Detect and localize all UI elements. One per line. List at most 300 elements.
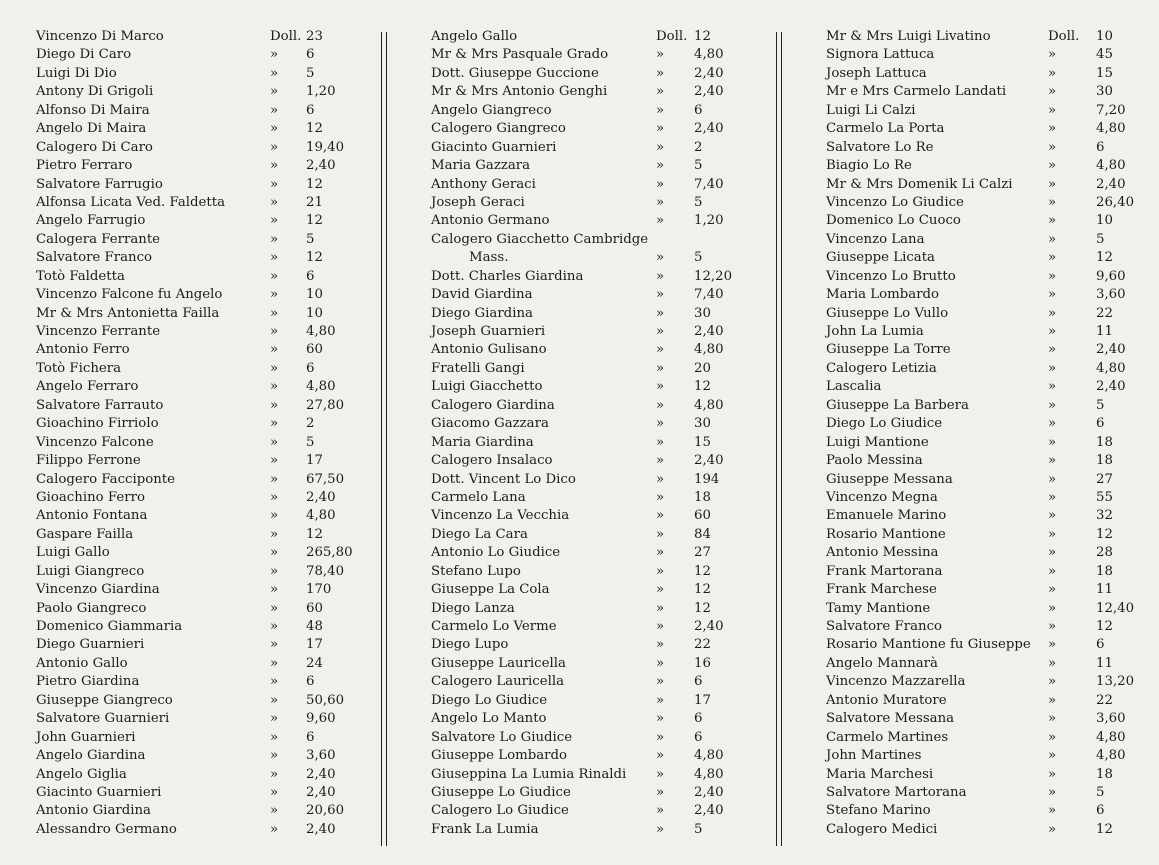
donor-name-continued: Mass.: [469, 250, 509, 266]
donor-row: [36, 784, 356, 802]
donor-name: Antonio Messina: [826, 545, 939, 561]
ditto-mark: »: [1048, 397, 1057, 413]
donation-amount: 4,80: [694, 748, 724, 764]
donor-name: Vincenzo Mazzarella: [826, 674, 966, 690]
donor-row: [826, 323, 1146, 341]
donor-row: [826, 65, 1146, 83]
ditto-mark: »: [1048, 250, 1057, 266]
donor-row: [431, 784, 761, 802]
donation-amount: 12: [306, 213, 323, 229]
donor-name: Salvatore Martorana: [826, 784, 967, 800]
donor-row: [826, 212, 1146, 230]
ditto-mark: »: [656, 65, 665, 81]
donor-name: Vincenzo Lana: [826, 231, 925, 247]
donor-row: [36, 563, 356, 581]
donation-amount: 18: [1096, 453, 1113, 469]
donor-row: [431, 452, 761, 470]
donation-amount: 6: [306, 102, 315, 118]
donor-name: Frank Martorana: [826, 563, 943, 579]
donation-amount: 6: [1096, 416, 1105, 432]
donation-amount: 4,80: [694, 397, 724, 413]
donor-name: Dott. Vincent Lo Dico: [431, 471, 576, 487]
ditto-mark: »: [656, 342, 665, 358]
donor-row: [431, 176, 761, 194]
donation-amount: 12: [306, 121, 323, 137]
ditto-mark: »: [1048, 268, 1057, 284]
donor-name: Salvatore Lo Re: [826, 139, 934, 155]
donor-row: [431, 286, 761, 304]
donation-amount: 11: [1096, 655, 1113, 671]
donor-name: Luigi Gallo: [36, 545, 110, 561]
donation-amount: 2,40: [1096, 379, 1126, 395]
donation-amount: 48: [306, 619, 323, 634]
donor-row: [826, 729, 1146, 747]
donation-amount: 11: [1096, 582, 1113, 598]
donor-name: Angelo Gallo: [431, 29, 518, 44]
ditto-mark: »: [270, 379, 279, 395]
ditto-mark: »: [656, 176, 665, 192]
currency-label: Doll.: [656, 29, 688, 44]
donor-row: [826, 507, 1146, 525]
donation-amount: 30: [1096, 84, 1113, 100]
ditto-mark: »: [270, 729, 279, 745]
donor-name: Signora Lattuca: [826, 47, 935, 63]
ditto-mark: »: [656, 268, 665, 284]
donor-row: [36, 139, 356, 157]
donor-row: [36, 710, 356, 728]
donor-row: [826, 286, 1146, 304]
donor-row: [431, 747, 761, 765]
donation-amount: 2,40: [694, 324, 724, 340]
ditto-mark: »: [656, 287, 665, 303]
ditto-mark: »: [270, 84, 279, 100]
donor-name: Diego Lupo: [431, 637, 509, 653]
ditto-mark: »: [656, 508, 665, 524]
donation-amount: 12: [694, 563, 711, 579]
donation-amount: 60: [694, 508, 711, 524]
donor-name: Carmelo La Porta: [826, 121, 945, 137]
donation-amount: 20,60: [306, 803, 345, 819]
donation-amount: 6: [694, 711, 703, 727]
ditto-mark: »: [656, 674, 665, 690]
ditto-mark: »: [270, 803, 279, 819]
donor-row: [826, 341, 1146, 359]
ditto-mark: »: [270, 619, 279, 634]
ditto-mark: »: [270, 582, 279, 598]
donation-amount: 18: [1096, 434, 1113, 450]
donation-amount: 26,40: [1096, 194, 1135, 210]
ditto-mark: »: [1048, 102, 1057, 118]
ditto-mark: »: [1048, 360, 1057, 376]
donation-amount: 27: [694, 545, 711, 561]
currency-label: Doll.: [270, 29, 302, 44]
donor-row: [826, 157, 1146, 175]
donor-row: [431, 397, 761, 415]
donation-amount: 84: [694, 526, 711, 542]
donation-amount: 5: [694, 821, 703, 837]
ditto-mark: »: [270, 545, 279, 561]
donor-row: [36, 249, 356, 267]
donation-amount: 4,80: [1096, 121, 1126, 137]
donation-amount: 22: [1096, 305, 1113, 321]
ditto-mark: »: [270, 397, 279, 413]
donation-amount: 15: [694, 434, 711, 450]
donation-amount: 2,40: [306, 821, 336, 837]
donor-name: Totò Faldetta: [36, 268, 125, 284]
ditto-mark: »: [656, 360, 665, 376]
ditto-mark: »: [1048, 655, 1057, 671]
donation-amount: 12: [1096, 526, 1113, 542]
donor-column-3: [826, 28, 1146, 839]
donation-amount: 45: [1096, 47, 1113, 63]
donation-amount: 18: [1096, 766, 1113, 782]
ditto-mark: »: [270, 305, 279, 321]
donor-row: [826, 415, 1146, 433]
donor-name: Giuseppe La Barbera: [826, 397, 969, 413]
ditto-mark: »: [270, 121, 279, 137]
donor-name: Angelo Giardina: [36, 748, 146, 764]
ditto-mark: »: [1048, 84, 1057, 100]
donor-name: Antonio Gulisano: [431, 342, 547, 358]
donor-row: [36, 341, 356, 359]
donation-amount: 4,80: [306, 324, 336, 339]
ditto-mark: »: [1048, 563, 1057, 579]
ditto-mark: »: [656, 397, 665, 413]
donor-row: [826, 618, 1146, 636]
ditto-mark: »: [1048, 121, 1057, 137]
donor-name: Vincenzo Falcone fu Angelo: [36, 287, 223, 303]
donor-row: [431, 268, 761, 286]
ditto-mark: »: [656, 84, 665, 100]
ditto-mark: »: [1048, 729, 1057, 745]
donation-amount: 55: [1096, 489, 1113, 505]
donation-amount: 12: [694, 379, 711, 395]
ditto-mark: »: [270, 416, 279, 432]
donation-amount: 6: [306, 360, 315, 376]
donor-name: John Guarnieri: [36, 729, 136, 745]
donation-amount: 2,40: [694, 84, 724, 100]
ditto-mark: »: [656, 250, 665, 266]
donor-name: Luigi Mantione: [826, 434, 929, 450]
ditto-mark: »: [656, 526, 665, 542]
donor-name: Lascalia: [826, 379, 882, 395]
donation-amount: 170: [306, 582, 332, 598]
donor-name: Tamy Mantione: [826, 600, 931, 616]
ditto-mark: »: [1048, 213, 1057, 229]
donation-amount: 22: [1096, 692, 1113, 708]
donor-row: [36, 489, 356, 507]
donor-name: Giuseppe Lauricella: [431, 655, 566, 671]
donor-name: Maria Lombardo: [826, 287, 940, 303]
donation-amount: 10: [1096, 213, 1113, 229]
donation-amount: 1,20: [694, 213, 724, 229]
ditto-mark: »: [270, 563, 279, 579]
donor-name: Stefano Marino: [826, 803, 931, 819]
donor-name: Antonio Gallo: [36, 655, 128, 671]
donor-row: [431, 636, 761, 654]
donor-name: Salvatore Messana: [826, 711, 955, 727]
donor-name: Calogero Letizia: [826, 360, 937, 376]
ditto-mark: »: [270, 508, 279, 524]
donation-amount: 2,40: [694, 619, 724, 635]
donor-row: [431, 563, 761, 581]
donation-amount: 50,60: [306, 692, 345, 708]
donation-amount: 2: [306, 416, 315, 432]
donor-name: Frank Marchese: [826, 582, 937, 598]
donor-name: Antonio Ferro: [36, 342, 130, 358]
donor-name: Luigi Giangreco: [36, 563, 145, 579]
donor-row: [826, 784, 1146, 802]
donor-row: [431, 600, 761, 618]
donor-name: Fratelli Gangi: [431, 360, 525, 376]
donation-amount: 23: [306, 29, 323, 44]
ditto-mark: »: [1048, 545, 1057, 561]
ditto-mark: »: [270, 194, 279, 210]
donation-amount: 6: [1096, 637, 1105, 653]
donor-row: [431, 544, 761, 562]
donor-name: Alfonso Di Maira: [36, 102, 150, 118]
donor-row: [431, 194, 761, 212]
donor-row: [36, 397, 356, 415]
ditto-mark: »: [1048, 637, 1057, 653]
ditto-mark: »: [270, 158, 279, 174]
donor-name: Calogero Giacchetto Cambridge: [431, 231, 649, 247]
ditto-mark: »: [656, 545, 665, 561]
donor-name: Salvatore Farrugio: [36, 176, 163, 192]
ditto-mark: »: [270, 139, 279, 155]
donor-name: Vincenzo La Vecchia: [431, 508, 570, 524]
donor-row: [431, 212, 761, 230]
donor-name: Diego La Cara: [431, 526, 528, 542]
donation-amount: 2,40: [306, 489, 336, 505]
donor-name: Calogero Insalaco: [431, 453, 553, 469]
donor-row: [36, 821, 356, 839]
donor-row: [826, 176, 1146, 194]
donor-row: [826, 544, 1146, 562]
donor-row: [431, 46, 761, 64]
donation-amount: 4,80: [1096, 729, 1126, 745]
donor-row: [36, 526, 356, 544]
donation-amount: 3,60: [1096, 711, 1126, 727]
donor-row: [36, 507, 356, 525]
donor-row: [36, 636, 356, 654]
donation-amount: 5: [694, 250, 703, 266]
donation-amount: 4,80: [306, 379, 336, 395]
ditto-mark: »: [656, 692, 665, 708]
ditto-mark: »: [656, 600, 665, 616]
donor-name: Maria Giardina: [431, 434, 534, 450]
donor-name: Mr & Mrs Antonietta Failla: [36, 305, 220, 321]
donation-amount: 265,80: [306, 545, 353, 561]
ditto-mark: »: [1048, 711, 1057, 727]
donor-name: Angelo Farrugio: [36, 213, 146, 229]
donation-amount: 2,40: [694, 65, 724, 81]
donor-row: [826, 581, 1146, 599]
donor-name: Dott. Charles Giardina: [431, 268, 584, 284]
donor-row: [36, 729, 356, 747]
donor-row: [36, 360, 356, 378]
donor-name: Joseph Guarnieri: [431, 324, 546, 340]
ditto-mark: »: [1048, 305, 1057, 321]
donation-amount: 6: [306, 674, 315, 690]
donor-name: Giuseppe Licata: [826, 250, 935, 266]
ditto-mark: »: [270, 268, 279, 284]
ditto-mark: »: [1048, 582, 1057, 598]
ditto-mark: »: [656, 416, 665, 432]
donation-amount: 32: [1096, 508, 1113, 524]
donor-row: [826, 28, 1146, 46]
donor-row: [36, 378, 356, 396]
donor-name: Giacomo Gazzara: [431, 416, 549, 432]
ditto-mark: »: [656, 121, 665, 137]
donor-row: [36, 212, 356, 230]
ditto-mark: »: [270, 453, 279, 469]
donor-row: [826, 489, 1146, 507]
donor-name: Carmelo Martines: [826, 729, 949, 745]
donation-amount: 12: [306, 250, 323, 266]
ditto-mark: »: [270, 434, 279, 450]
donor-row: [36, 471, 356, 489]
ditto-mark: »: [656, 213, 665, 229]
donor-name: Frank La Lumia: [431, 821, 539, 837]
donor-row: [36, 544, 356, 562]
ditto-mark: »: [270, 213, 279, 229]
donor-name: Angelo Lo Manto: [431, 711, 547, 727]
ditto-mark: »: [656, 729, 665, 745]
donation-amount: 2,40: [306, 158, 336, 174]
ditto-mark: »: [1048, 821, 1057, 837]
donation-amount: 6: [694, 102, 703, 118]
donor-name: Vincenzo Lo Brutto: [826, 268, 956, 284]
donor-row: [36, 268, 356, 286]
ditto-mark: »: [656, 47, 665, 63]
donor-row: [36, 28, 356, 46]
donor-name: Dott. Giuseppe Guccione: [431, 65, 599, 81]
donor-name: Salvatore Franco: [36, 250, 153, 266]
donation-amount: 12: [694, 29, 711, 44]
donation-amount: 12,20: [694, 268, 733, 284]
ditto-mark: »: [270, 250, 279, 266]
donor-row: [431, 434, 761, 452]
donor-name: John Martines: [826, 748, 922, 764]
ditto-mark: »: [656, 139, 665, 155]
ditto-mark: »: [1048, 65, 1057, 81]
ditto-mark: »: [270, 65, 279, 81]
donation-amount: 9,60: [306, 711, 336, 727]
donation-amount: 16: [694, 655, 711, 671]
column-divider-2b: [781, 32, 782, 846]
donor-row: [36, 83, 356, 101]
donation-amount: 30: [694, 416, 711, 432]
donation-amount: 2,40: [1096, 342, 1126, 358]
ditto-mark: »: [656, 637, 665, 653]
ditto-mark: »: [656, 324, 665, 340]
donor-row: [826, 692, 1146, 710]
ditto-mark: »: [1048, 471, 1057, 487]
donation-amount: 28: [1096, 545, 1113, 561]
donor-name: Giuseppe La Torre: [826, 342, 951, 358]
donor-name: Carmelo Lana: [431, 489, 526, 505]
ditto-mark: »: [656, 194, 665, 210]
donor-name: Diego Lo Giudice: [431, 692, 548, 708]
donor-row: [431, 231, 761, 268]
ditto-mark: »: [270, 47, 279, 63]
donor-name: Domenico Lo Cuoco: [826, 213, 961, 229]
donor-name: Antonio Muratore: [826, 692, 947, 708]
donation-amount: 3,60: [1096, 287, 1126, 303]
donor-name: Angelo Mannarà: [826, 655, 938, 671]
donor-name: Alfonsa Licata Ved. Faldetta: [36, 194, 225, 210]
donor-name: Angelo Ferraro: [36, 379, 139, 395]
ditto-mark: »: [270, 748, 279, 764]
donation-amount: 30: [694, 305, 711, 321]
donation-amount: 27: [1096, 471, 1113, 487]
donor-row: [36, 655, 356, 673]
donor-name: Paolo Giangreco: [36, 600, 147, 616]
donation-amount: 17: [694, 692, 711, 708]
donor-row: [431, 28, 761, 46]
donation-amount: 9,60: [1096, 268, 1126, 284]
donor-row: [431, 157, 761, 175]
donation-amount: 10: [1096, 29, 1113, 44]
donor-name: Alessandro Germano: [36, 821, 177, 837]
donation-amount: 12,40: [1096, 600, 1135, 616]
donor-name: Gaspare Failla: [36, 526, 134, 542]
donor-name: Maria Gazzara: [431, 158, 531, 174]
ditto-mark: »: [270, 711, 279, 727]
ditto-mark: »: [656, 803, 665, 819]
ditto-mark: »: [656, 102, 665, 118]
donation-amount: 4,80: [1096, 158, 1126, 174]
ditto-mark: »: [1048, 784, 1057, 800]
ditto-mark: »: [656, 471, 665, 487]
donor-row: [36, 415, 356, 433]
ditto-mark: »: [1048, 508, 1057, 524]
donation-amount: 15: [1096, 65, 1113, 81]
donor-name: Carmelo Lo Verme: [431, 619, 557, 635]
donation-amount: 6: [306, 47, 315, 63]
ditto-mark: »: [1048, 803, 1057, 819]
donor-name: Emanuele Marino: [826, 508, 947, 524]
donor-row: [431, 618, 761, 636]
donor-row: [826, 526, 1146, 544]
donor-name: Mr e Mrs Carmelo Landati: [826, 84, 1007, 100]
donor-name: Calogero Giardina: [431, 397, 555, 413]
donor-row: [826, 397, 1146, 415]
donation-amount: 18: [1096, 563, 1113, 579]
ditto-mark: »: [1048, 324, 1057, 339]
donor-name: Giuseppe Lo Giudice: [431, 784, 571, 800]
donor-name: Biagio Lo Re: [826, 158, 912, 174]
donor-name: Luigi Giacchetto: [431, 379, 543, 395]
ditto-mark: »: [270, 637, 279, 653]
ditto-mark: »: [270, 176, 279, 192]
donor-row: [36, 618, 356, 636]
donation-amount: 10: [306, 305, 323, 321]
donor-name: David Giardina: [431, 287, 533, 303]
donor-row: [431, 139, 761, 157]
donation-amount: 2,40: [306, 784, 336, 800]
donation-amount: 2,40: [694, 121, 724, 137]
donor-row: [826, 249, 1146, 267]
donation-amount: 7,40: [694, 287, 724, 303]
ditto-mark: »: [656, 748, 665, 764]
ditto-mark: »: [270, 692, 279, 708]
donor-name: Giuseppe Lo Vullo: [826, 305, 949, 321]
donor-row: [36, 323, 356, 341]
donation-amount: 5: [1096, 784, 1105, 800]
ditto-mark: »: [270, 655, 279, 671]
